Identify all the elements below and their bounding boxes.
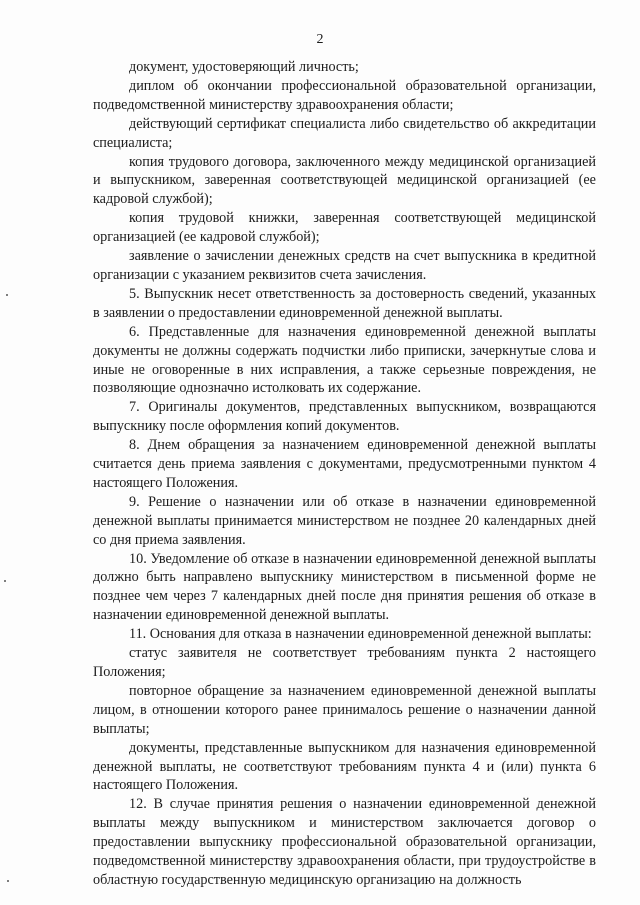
paragraph-certificate: действующий сертификат специалиста либо свидетельство об аккредитации специалиста; [93, 115, 596, 151]
paragraph-item-6: 6. Представленные для назначения единовременной денежной выплаты документы не должны содержать подчистки либо приписки, зачеркнутые слова и иные не оговоренные в них исправления, а также серьезные повреждения, не позволяющие однозначно истолковать их содержание. [93, 323, 596, 397]
paragraph-refusal-documents: документы, представленные выпускником для назначения единовременной денежной выплаты, не соответствуют требованиям пункта 4 и (или) пункта 6 настоящего Положения. [93, 739, 596, 794]
paragraph-item-9: 9. Решение о назначении или об отказе в назначении единовременной денежной выплаты принимается министерством не позднее 20 календарных дней со дня приема заявления. [93, 493, 596, 548]
paragraph-item-7: 7. Оригиналы документов, представленных выпускником, возвращаются выпускнику после оформления копий документов. [93, 399, 596, 435]
document-body [93, 58, 596, 890]
paragraph-diploma: диплом об окончании профессиональной образовательной организации, подведомственной министерству здравоохранения области; [93, 77, 596, 113]
paragraph-item-11: 11. Основания для отказа в назначении единовременной денежной выплаты: [129, 626, 592, 643]
paragraph-refusal-status: статус заявителя не соответствует требованиям пункта 2 настоящего Положения; [93, 645, 596, 680]
paragraph-item-12: 12. В случае принятия решения о назначении единовременной денежной выплаты между выпускником и министерством заключается договор о предоставлении выпускнику профессиональной образовательной организации, подведомственной министерству здравоохранения области, при трудоустройстве в областную государственную медицинскую организацию на должность [93, 796, 596, 888]
paragraph-refusal-repeat: повторное обращение за назначением единовременной денежной выплаты лицом, в отношении которого ранее принималось решение о назначении данной выплаты; [93, 682, 596, 737]
scan-speck [7, 880, 9, 882]
paragraph-employment-contract: копия трудового договора, заключенного между медицинской организацией и выпускником, заверенная соответствующей медицинской организацией (ее кадровой службой); [93, 153, 596, 208]
paragraph-identity-document: документ, удостоверяющий личность; [129, 59, 359, 75]
paragraph-application: заявление о зачислении денежных средств на счет выпускника в кредитной организации с указанием реквизитов счета зачисления. [93, 248, 596, 283]
paragraph-item-10: 10. Уведомление об отказе в назначении единовременной денежной выплаты должно быть направлено выпускнику министерством в письменной форме не позднее чем через 7 календарных дней после дня принятия решения об отказе в назначении единовременной денежной выплаты. [93, 550, 596, 624]
paragraph-item-8: 8. Днем обращения за назначением единовременной денежной выплаты считается день приема заявления с документами, предусмотренными пунктом 4 настоящего Положения. [93, 437, 596, 491]
paragraph-work-book: копия трудовой книжки, заверенная соответствующей медицинской организацией (ее кадровой службой); [93, 210, 596, 246]
scan-speck [6, 294, 8, 296]
scan-speck [4, 580, 6, 582]
paragraph-item-5: 5. Выпускник несет ответственность за достоверность сведений, указанных в заявлении о предоставлении единовременной денежной выплаты. [93, 285, 596, 321]
page-number: 2 [316, 32, 324, 47]
